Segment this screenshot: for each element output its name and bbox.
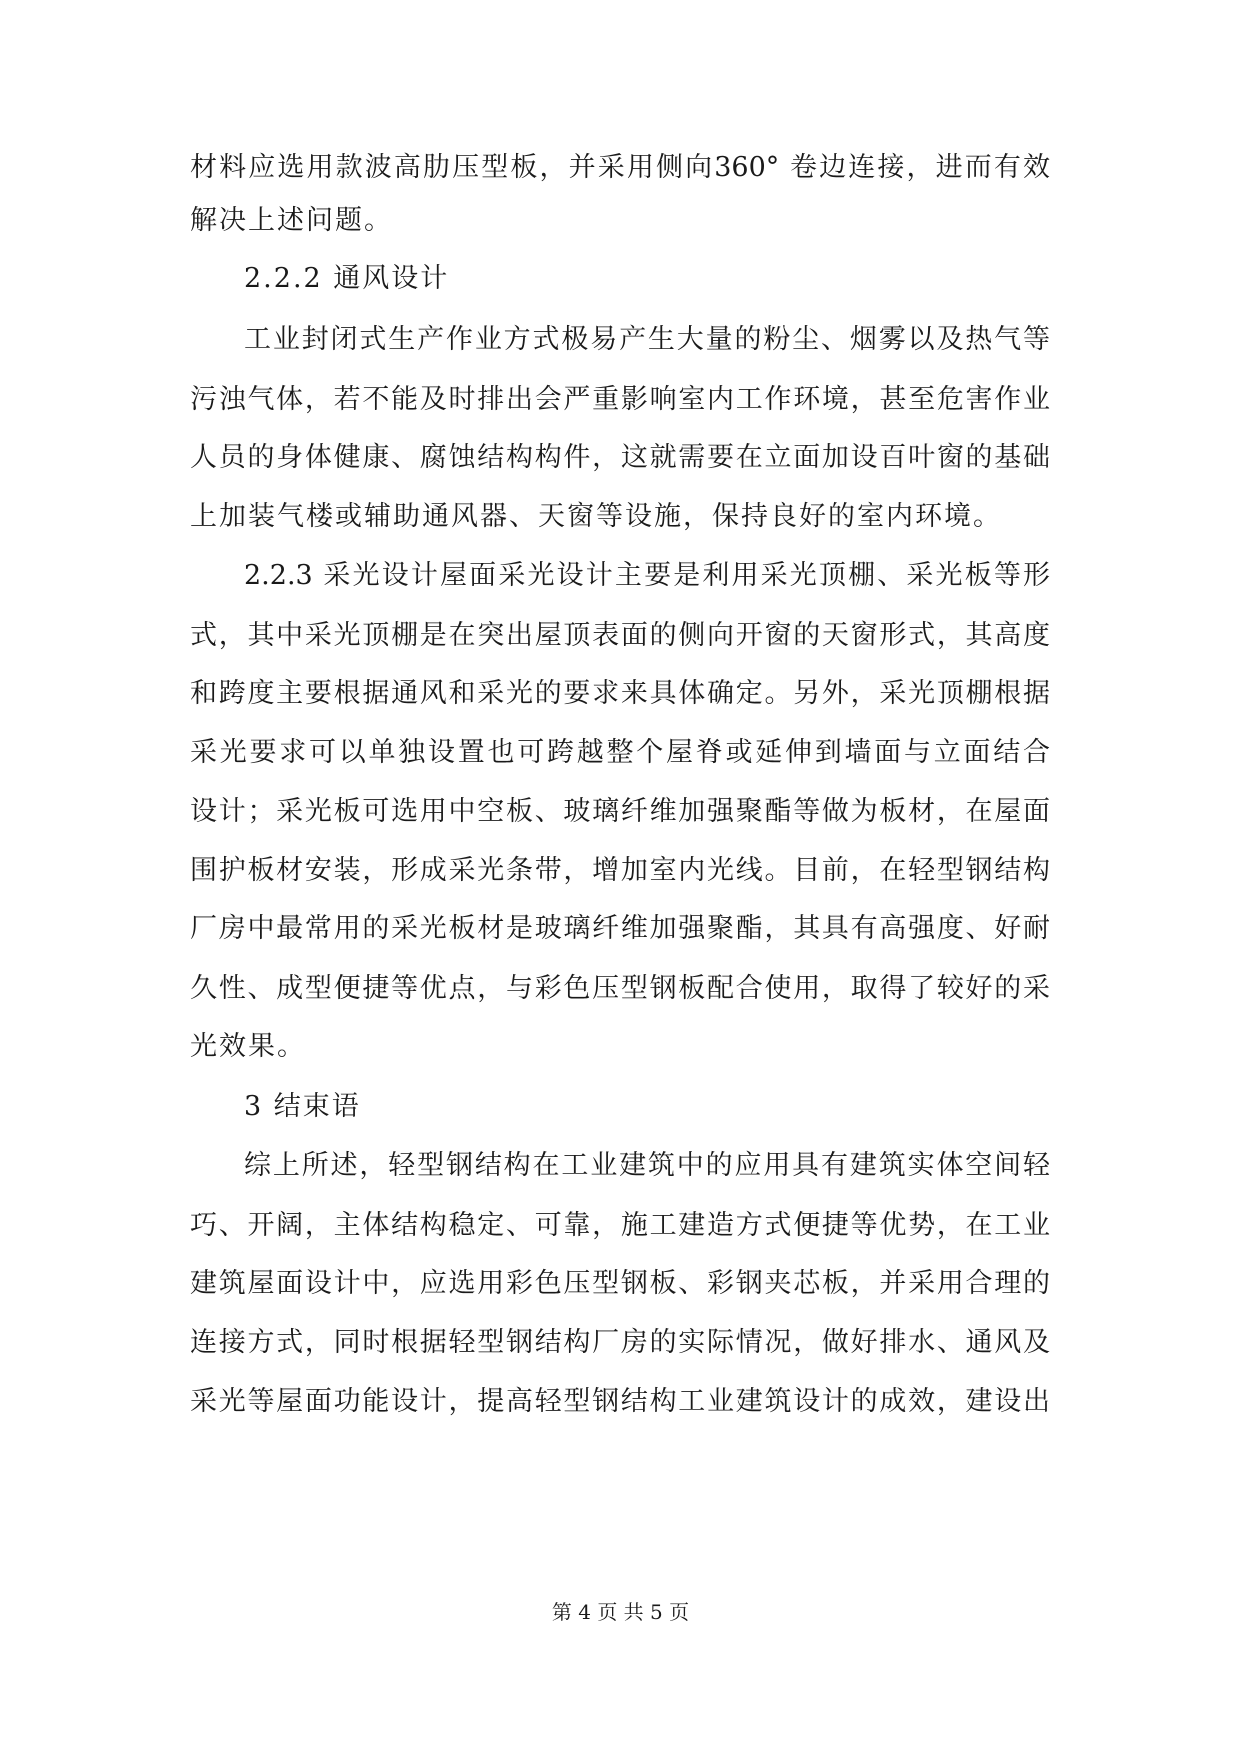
- body-text-line: 综上所述，轻型钢结构在工业建筑中的应用具有建筑实体空间轻: [244, 1150, 1050, 1181]
- body-text-line: 上加装气楼或辅助通风器、天窗等设施，保持良好的室内环境。: [190, 501, 1002, 532]
- section-heading: 2.2.2 通风设计: [244, 263, 450, 294]
- body-text-line: 围护板材安装，形成采光条带，增加室内光线。目前，在轻型钢结构: [190, 855, 1050, 886]
- body-text-line: 解决上述问题。: [190, 205, 393, 236]
- body-text-line: 工业封闭式生产作业方式极易产生大量的粉尘、烟雾以及热气等: [244, 324, 1050, 355]
- body-text-line: 2.2.3 采光设计屋面采光设计主要是利用采光顶棚、采光板等形: [244, 560, 1050, 591]
- body-text-line: 光效果。: [190, 1031, 306, 1062]
- body-text-line: 厂房中最常用的采光板材是玻璃纤维加强聚酯，其具有高强度、好耐: [190, 913, 1050, 944]
- body-text-line: 久性、成型便捷等优点，与彩色压型钢板配合使用，取得了较好的采: [190, 973, 1050, 1004]
- body-text-line: 式，其中采光顶棚是在突出屋顶表面的侧向开窗的天窗形式，其高度: [190, 620, 1050, 651]
- section-heading: 3 结束语: [244, 1091, 361, 1122]
- body-text-line: 污浊气体，若不能及时排出会严重影响室内工作环境，甚至危害作业: [190, 384, 1050, 415]
- body-text-line: 采光要求可以单独设置也可跨越整个屋脊或延伸到墙面与立面结合: [190, 737, 1050, 768]
- body-text-line: 和跨度主要根据通风和采光的要求来具体确定。另外，采光顶棚根据: [190, 678, 1050, 709]
- body-text-line: 设计；采光板可选用中空板、玻璃纤维加强聚酯等做为板材，在屋面: [190, 796, 1050, 827]
- body-text-line: 连接方式，同时根据轻型钢结构厂房的实际情况，做好排水、通风及: [190, 1327, 1050, 1358]
- body-text-line: 巧、开阔，主体结构稳定、可靠，施工建造方式便捷等优势，在工业: [190, 1210, 1050, 1241]
- body-text-line: 采光等屋面功能设计，提高轻型钢结构工业建筑设计的成效，建设出: [190, 1386, 1050, 1417]
- body-text-line: 人员的身体健康、腐蚀结构构件，这就需要在立面加设百叶窗的基础: [190, 442, 1050, 473]
- body-text-line: 材料应选用款波高肋压型板，并采用侧向360° 卷边连接，进而有效: [190, 152, 1050, 183]
- page-number-footer: 第 4 页 共 5 页: [551, 1600, 690, 1624]
- body-text-line: 建筑屋面设计中，应选用彩色压型钢板、彩钢夹芯板，并采用合理的: [190, 1268, 1050, 1299]
